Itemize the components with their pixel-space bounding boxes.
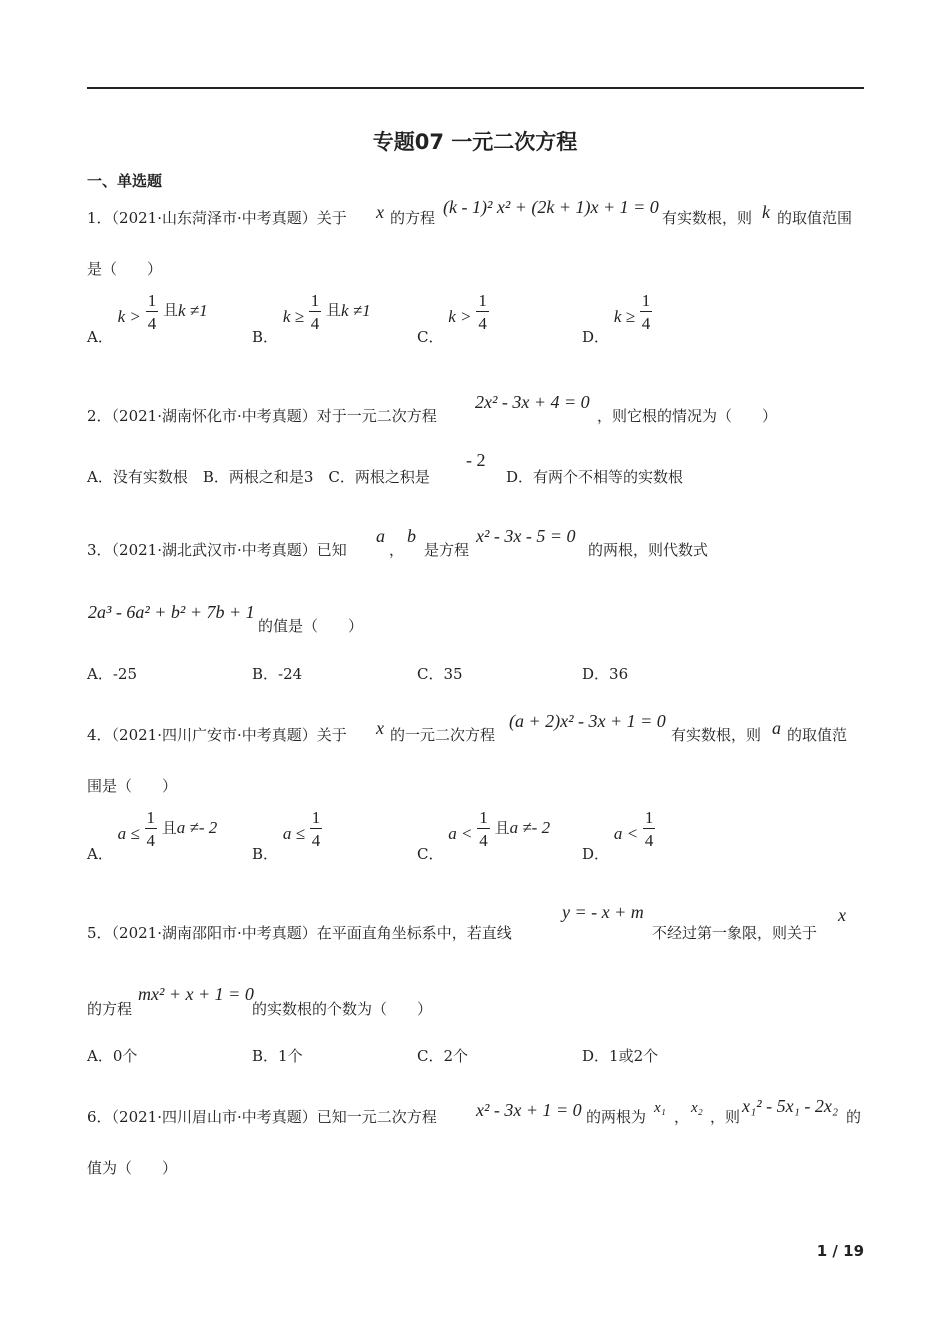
q5-option-a[interactable]: A．0个 xyxy=(87,1047,138,1065)
q5-var-x: x xyxy=(838,905,846,925)
option-label: D． xyxy=(582,845,610,863)
fraction: $\frac{1}{4}$ xyxy=(311,808,321,850)
option-label: C． xyxy=(417,845,444,863)
option-expr: a < xyxy=(448,824,473,843)
q6-x1: x₁ xyxy=(654,1100,666,1116)
q3-option-a[interactable]: A．-25 xyxy=(87,665,137,683)
q2-option-d[interactable]: D．有两个不相等的实数根 xyxy=(506,468,684,486)
q5-line2-prefix: 的方程 xyxy=(87,1000,133,1018)
q3-var-a: a xyxy=(376,526,385,546)
q4-option-c[interactable]: C． a < $\frac{1}{4}$ 且a ≠- 2 xyxy=(417,808,551,863)
q2-neg-two: - 2 xyxy=(466,450,486,470)
q1-line2: 是（ ） xyxy=(87,260,163,278)
q1-option-d[interactable] xyxy=(582,291,652,346)
q6-suffix: 的 xyxy=(846,1108,862,1126)
fraction: $\frac{1}{4}$ xyxy=(146,808,155,850)
option-label: C． xyxy=(417,328,444,346)
q4-equation: (a + 2)x² - 3x + 1 = 0 xyxy=(509,711,666,731)
q1-var-x: x xyxy=(376,202,384,222)
q1-option-a[interactable]: A． k > $\frac{1}{4}$ 且k ≠1 xyxy=(87,291,208,346)
fraction: $\frac{1}{4}$ xyxy=(310,291,320,333)
page-number: 1 / 19 xyxy=(816,1242,864,1260)
option-expr: a ≤ xyxy=(282,824,305,843)
q6-mid2: ，则 xyxy=(710,1108,741,1126)
q6-prefix: 6．（2021·四川眉山市·中考真题）已知一元二次方程 xyxy=(87,1108,437,1126)
q5-option-c[interactable]: C．2个 xyxy=(417,1047,469,1065)
q4-var-a: a xyxy=(772,718,781,738)
q4-option-a[interactable]: A． a ≤ $\frac{1}{4}$ 且a ≠- 2 xyxy=(87,808,218,863)
q4-suffix2: 的取值范 xyxy=(787,726,848,744)
q4-prefix: 4．（2021·四川广安市·中考真题）关于 xyxy=(87,726,347,744)
q6-equation: x² - 3x + 1 = 0 xyxy=(476,1100,582,1120)
option-expr: k ≥ xyxy=(613,307,635,326)
q6-line2: 值为（ ） xyxy=(87,1159,178,1177)
q6-comma: ， xyxy=(674,1108,690,1126)
header-rule xyxy=(87,87,864,89)
q3-option-b[interactable]: B．-24 xyxy=(252,665,303,683)
q3-option-c[interactable]: C．35 xyxy=(417,665,463,683)
option-expr: k > xyxy=(117,307,141,326)
section-heading: 一、单选题 xyxy=(87,172,163,190)
q5-prefix: 5．（2021·湖南邵阳市·中考真题）在平面直角坐标系中，若直线 xyxy=(87,924,512,942)
q1-option-b[interactable]: B． k ≥ $\frac{1}{4}$ 且k ≠1 xyxy=(252,291,371,346)
q3-prefix: 3．（2021·湖北武汉市·中考真题）已知 xyxy=(87,541,347,559)
option-expr: a < xyxy=(613,824,639,843)
page-title: 专题07 一元二次方程 xyxy=(372,130,578,154)
q4-mid: 的一元二次方程 xyxy=(390,726,496,744)
fraction: $\frac{1}{4}$ xyxy=(641,291,651,333)
option-expr: k ≥ xyxy=(282,307,304,326)
option-label: B． xyxy=(252,845,279,863)
option-label: B． xyxy=(252,328,279,346)
q5-line2-suffix: 的实数根的个数为（ ） xyxy=(252,1000,433,1018)
q6-x2: x₂ xyxy=(691,1100,703,1116)
q1-equation: (k - 1)² x² + (2k + 1)x + 1 = 0 xyxy=(443,197,659,217)
fraction: $\frac{1}{4}$ xyxy=(147,291,157,333)
option-label: A． xyxy=(87,845,113,863)
q1-var-k: k xyxy=(762,202,770,222)
q3-suffix: 的两根，则代数式 xyxy=(588,541,709,559)
q2-options[interactable]: A．没有实数根 B．两根之和是3 C．两根之积是 xyxy=(87,468,430,486)
fraction: $\frac{1}{4}$ xyxy=(478,291,487,333)
q1-prefix: 1．（2021·山东菏泽市·中考真题）关于 xyxy=(87,209,347,227)
q5-line-equation: y = - x + m xyxy=(562,902,644,922)
q6-mid: 的两根为 xyxy=(586,1108,647,1126)
q3-option-d[interactable]: D．36 xyxy=(582,665,629,683)
q6-expression: x₁² - 5x₁ - 2x₂ xyxy=(742,1096,839,1116)
q3-mid: 是方程 xyxy=(424,541,470,559)
option-expr: k > xyxy=(448,307,472,326)
q3-comma: ， xyxy=(389,541,405,559)
q5-suffix: 不经过第一象限，则关于 xyxy=(652,924,818,942)
q1-option-c[interactable] xyxy=(417,291,489,346)
option-expr: a ≤ xyxy=(117,824,140,843)
q1-suffix2: 的取值范围 xyxy=(777,209,853,227)
fraction: $\frac{1}{4}$ xyxy=(479,808,488,850)
q2-prefix: 2．（2021·湖南怀化市·中考真题）对于一元二次方程 xyxy=(87,407,437,425)
q3-var-b: b xyxy=(407,526,416,546)
q3-expression: 2a³ - 6a² + b² + 7b + 1 xyxy=(88,602,255,622)
q4-option-d[interactable] xyxy=(582,808,655,863)
q1-suffix: 有实数根，则 xyxy=(662,209,753,227)
q5-equation: mx² + x + 1 = 0 xyxy=(138,984,254,1004)
q3-equation: x² - 3x - 5 = 0 xyxy=(476,526,576,546)
q1-mid: 的方程 xyxy=(390,209,436,227)
q4-line2: 围是（ ） xyxy=(87,777,178,795)
q2-suffix: ，则它根的情况为（ ） xyxy=(597,407,778,425)
q4-var-x: x xyxy=(376,718,384,738)
option-label: A． xyxy=(87,328,113,346)
q2-equation: 2x² - 3x + 4 = 0 xyxy=(475,392,590,412)
q4-option-b[interactable] xyxy=(252,808,322,863)
q5-option-b[interactable]: B．1个 xyxy=(252,1047,303,1065)
option-label: D． xyxy=(582,328,610,346)
q3-line2: 的值是（ ） xyxy=(258,617,364,635)
q5-option-d[interactable]: D．1或2个 xyxy=(582,1047,659,1065)
fraction: $\frac{1}{4}$ xyxy=(644,808,654,850)
q4-suffix: 有实数根，则 xyxy=(671,726,762,744)
